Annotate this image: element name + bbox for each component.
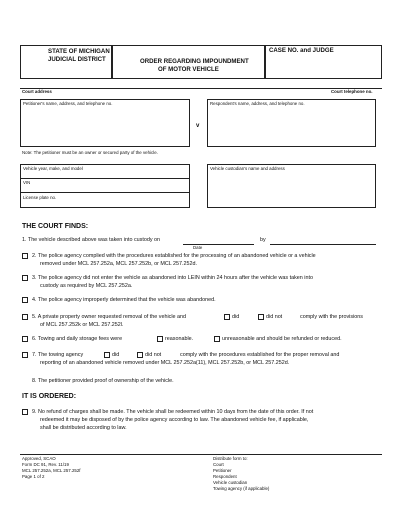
finding-6-unreasonable-checkbox[interactable] xyxy=(214,336,220,342)
custodian-label: Vehicle custodian's name and address xyxy=(210,166,285,171)
finding-3-checkbox[interactable] xyxy=(22,275,28,281)
finding-7-prefix: 7. The towing agency xyxy=(32,352,84,358)
license-plate-label: License plate no. xyxy=(23,195,57,200)
finding-4-text: 4. The police agency improperly determined that the vehicle was abandoned. xyxy=(32,297,216,303)
finding-5-checkbox[interactable] xyxy=(22,314,28,320)
finding-1-text: 1. The vehicle described above was taken into custody on xyxy=(22,237,161,243)
vehicle-year-make-model-label: Vehicle year, make, and model xyxy=(23,166,83,171)
order-9-line2: redeemed it may be disposed of by the police agency according to law. The abandoned vehicle fee, if applicable, xyxy=(40,417,309,423)
finding-7-didnot-checkbox[interactable] xyxy=(137,352,143,358)
finding-3-line2: custody as required by MCL 257.252a. xyxy=(40,283,133,289)
court-finds-heading: THE COURT FINDS: xyxy=(22,223,89,230)
finding-7-did-label: did xyxy=(112,352,120,358)
finding-7-line2: reporting of an abandoned vehicle removed under MCL 257.252a(11), MCL 257.252b, or MCL 257.252d. xyxy=(40,360,290,366)
finding-2-checkbox[interactable] xyxy=(22,253,28,259)
custody-date-label: Date xyxy=(193,245,203,250)
finding-3-line1: 3. The police agency did not enter the vehicle as abandoned into LEIN within 24 hours after the vehicle was taken into xyxy=(32,275,313,281)
finding-5-did-checkbox[interactable] xyxy=(224,314,230,320)
respondent-label: Respondent's name, address, and telephone no. xyxy=(210,101,305,106)
vehicle-divider-1 xyxy=(20,178,190,179)
finding-5-suffix: comply with the provisions xyxy=(300,314,363,320)
finding-6-prefix: 6. Towing and daily storage fees were xyxy=(32,336,123,342)
finding-7-checkbox[interactable] xyxy=(22,352,28,358)
finding-5-line2: of MCL 257.252k or MCL 257.252l. xyxy=(40,322,124,328)
distribute-custodian: Vehicle custodian xyxy=(213,480,248,485)
custody-by-field[interactable] xyxy=(270,244,376,245)
court-phone-label: Court telephone no. xyxy=(331,89,373,94)
ordered-heading: IT IS ORDERED: xyxy=(22,393,77,400)
footer-form-number: Form DC 91, Rev. 11/19 xyxy=(22,462,69,467)
distribute-respondent: Respondent xyxy=(213,474,237,479)
finding-5-didnot-label: did not xyxy=(266,314,283,320)
finding-6-reasonable-checkbox[interactable] xyxy=(157,336,163,342)
finding-1-by: by xyxy=(260,237,266,243)
petitioner-box[interactable] xyxy=(20,99,190,147)
footer-divider xyxy=(20,454,382,455)
distribute-heading: Distribute form to: xyxy=(213,456,248,461)
order-9-checkbox[interactable] xyxy=(22,409,28,415)
distribute-court: Court xyxy=(213,462,224,467)
finding-6-unreasonable-label: unreasonable and should be refunded or reduced. xyxy=(222,336,342,342)
finding-7-suffix: comply with the procedures established for the proper removal and xyxy=(180,352,340,358)
court-address-label: Court address xyxy=(22,89,52,94)
respondent-box[interactable] xyxy=(207,99,376,147)
finding-2-line1: 2. The police agency complied with the procedures established for the processing of an abandoned vehicle or a vehicle xyxy=(32,253,316,259)
finding-7-didnot-label: did not xyxy=(145,352,162,358)
court-address-line xyxy=(20,88,382,89)
petitioner-note: Note: The petitioner must be an owner or secured party of the vehicle. xyxy=(22,150,158,155)
finding-6-checkbox[interactable] xyxy=(22,336,28,342)
order-9-line1: 9. No refund of charges shall be made. The vehicle shall be redeemed within 10 days from the date of this order. If not xyxy=(32,409,314,415)
finding-5-prefix: 5. A private property owner requested removal of the vehicle and xyxy=(32,314,187,320)
finding-2-line2: removed under MCL 257.252a, MCL 257.252b, or MCL 257.252d. xyxy=(40,261,198,267)
vin-label: VIN xyxy=(23,180,31,185)
judicial-district: JUDICIAL DISTRICT xyxy=(48,56,106,63)
case-number-label: CASE NO. and JUDGE xyxy=(269,47,334,54)
footer-page: Page 1 of 2 xyxy=(22,474,45,479)
finding-6-reasonable-label: reasonable. xyxy=(165,336,194,342)
footer-approved: Approved, SCAO xyxy=(22,456,56,461)
finding-8-text: 8. The petitioner provided proof of ownership of the vehicle. xyxy=(32,378,174,384)
vehicle-divider-2 xyxy=(20,192,190,193)
order-9-line3: shall be distributed according to law. xyxy=(40,425,127,431)
petitioner-label: Petitioner's name, address, and telephone no. xyxy=(23,101,113,106)
versus-label: v xyxy=(196,122,200,129)
distribute-towing: Towing agency (if applicable) xyxy=(213,486,270,491)
form-title-line1: ORDER REGARDING IMPOUNDMENT xyxy=(140,58,249,65)
state-name: STATE OF MICHIGAN xyxy=(48,48,110,55)
finding-5-didnot-checkbox[interactable] xyxy=(258,314,264,320)
footer-mcl: MCL 257.252a, MCL 257.252f xyxy=(22,468,81,473)
finding-5-did-label: did xyxy=(232,314,240,320)
distribute-petitioner: Petitioner xyxy=(213,468,232,473)
finding-7-did-checkbox[interactable] xyxy=(104,352,110,358)
finding-4-checkbox[interactable] xyxy=(22,297,28,303)
form-title-line2: OF MOTOR VEHICLE xyxy=(158,66,219,73)
